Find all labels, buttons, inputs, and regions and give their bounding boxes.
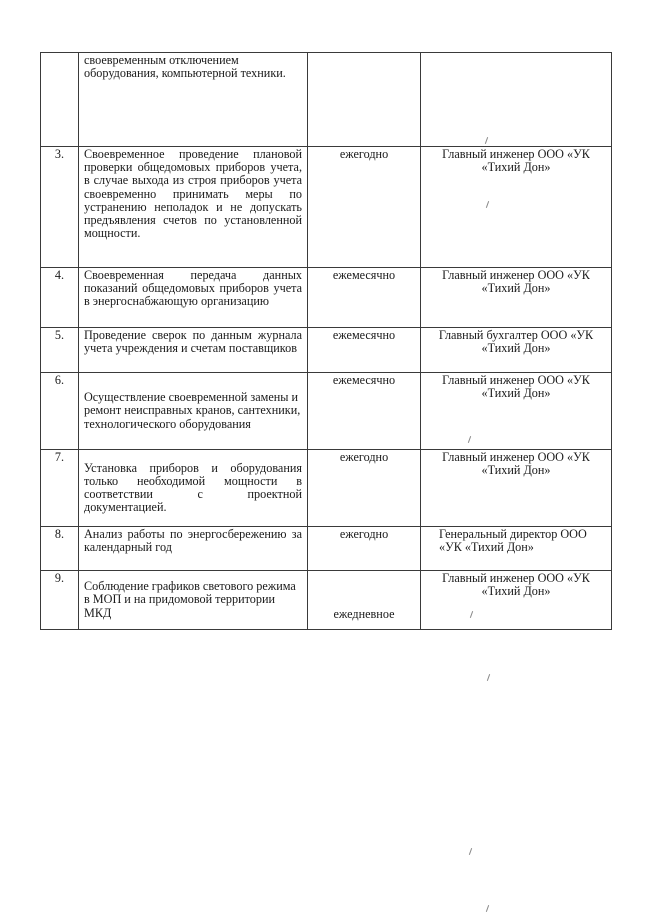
energy-saving-measures-table: [40, 52, 612, 630]
measure-frequency: ежегодно: [308, 527, 421, 571]
measure-frequency: ежемесячно: [308, 373, 421, 450]
responsible-person: Главный инженер ООО «УК «Тихий Дон»: [421, 450, 612, 527]
measure-description: Своевременная передача данных показаний общедомовых приборов учета в энергоснабжающую организацию: [79, 268, 308, 328]
measure-description: Проведение сверок по данным журнала учета учреждения и счетам поставщиков: [79, 328, 308, 373]
measure-description: своевременным отключением оборудования, компьютерной техники.: [79, 53, 308, 147]
table-row: [41, 328, 612, 373]
row-number: [41, 53, 79, 147]
measure-frequency: ежемесячно: [308, 268, 421, 328]
table-row: [41, 53, 612, 147]
measure-description: Своевременное проведение плановой проверки общедомовых приборов учета, в случае выхода из строя приборов учета своевременно принимать меры по устранению неполадок и не допускать предъявления счетов по установленной мощности.: [79, 147, 308, 268]
responsible-person: Главный инженер ООО «УК «Тихий Дон»: [421, 373, 612, 450]
measure-description: Соблюдение графиков светового режима в МОП и на придомовой территории МКД: [79, 571, 308, 630]
scan-mark: [487, 674, 490, 681]
responsible-person: Главный инженер ООО «УК «Тихий Дон»: [421, 147, 612, 268]
scan-mark: [486, 905, 489, 912]
row-number: 7.: [41, 450, 79, 527]
row-number: 5.: [41, 328, 79, 373]
measure-frequency: [308, 53, 421, 147]
responsible-person: Главный бухгалтер ООО «УК «Тихий Дон»: [421, 328, 612, 373]
measure-description: Установка приборов и оборудования только необходимой мощности в соответствии с проектной документацией.: [79, 450, 308, 527]
table-row: [41, 527, 612, 571]
responsible-person: [421, 53, 612, 147]
row-number: 3.: [41, 147, 79, 268]
row-number: 6.: [41, 373, 79, 450]
measure-frequency: ежедневное: [308, 571, 421, 630]
responsible-person: Главный инженер ООО «УК «Тихий Дон»: [421, 571, 612, 630]
measure-frequency: ежемесячно: [308, 328, 421, 373]
scan-mark: [469, 848, 472, 855]
table-row: [41, 268, 612, 328]
row-number: 9.: [41, 571, 79, 630]
measure-frequency: ежегодно: [308, 147, 421, 268]
table-row: [41, 373, 612, 450]
responsible-person: Генеральный директор ООО «УК «Тихий Дон»: [421, 527, 612, 571]
table-row: [41, 450, 612, 527]
row-number: 8.: [41, 527, 79, 571]
measure-description: Анализ работы по энергосбережению за календарный год: [79, 527, 308, 571]
table-row: [41, 147, 612, 268]
row-number: 4.: [41, 268, 79, 328]
measure-frequency: ежегодно: [308, 450, 421, 527]
responsible-person: Главный инженер ООО «УК «Тихий Дон»: [421, 268, 612, 328]
measure-description: Осуществление своевременной замены и ремонт неисправных кранов, сантехники, технологического оборудования: [79, 373, 308, 450]
table-row: [41, 571, 612, 630]
